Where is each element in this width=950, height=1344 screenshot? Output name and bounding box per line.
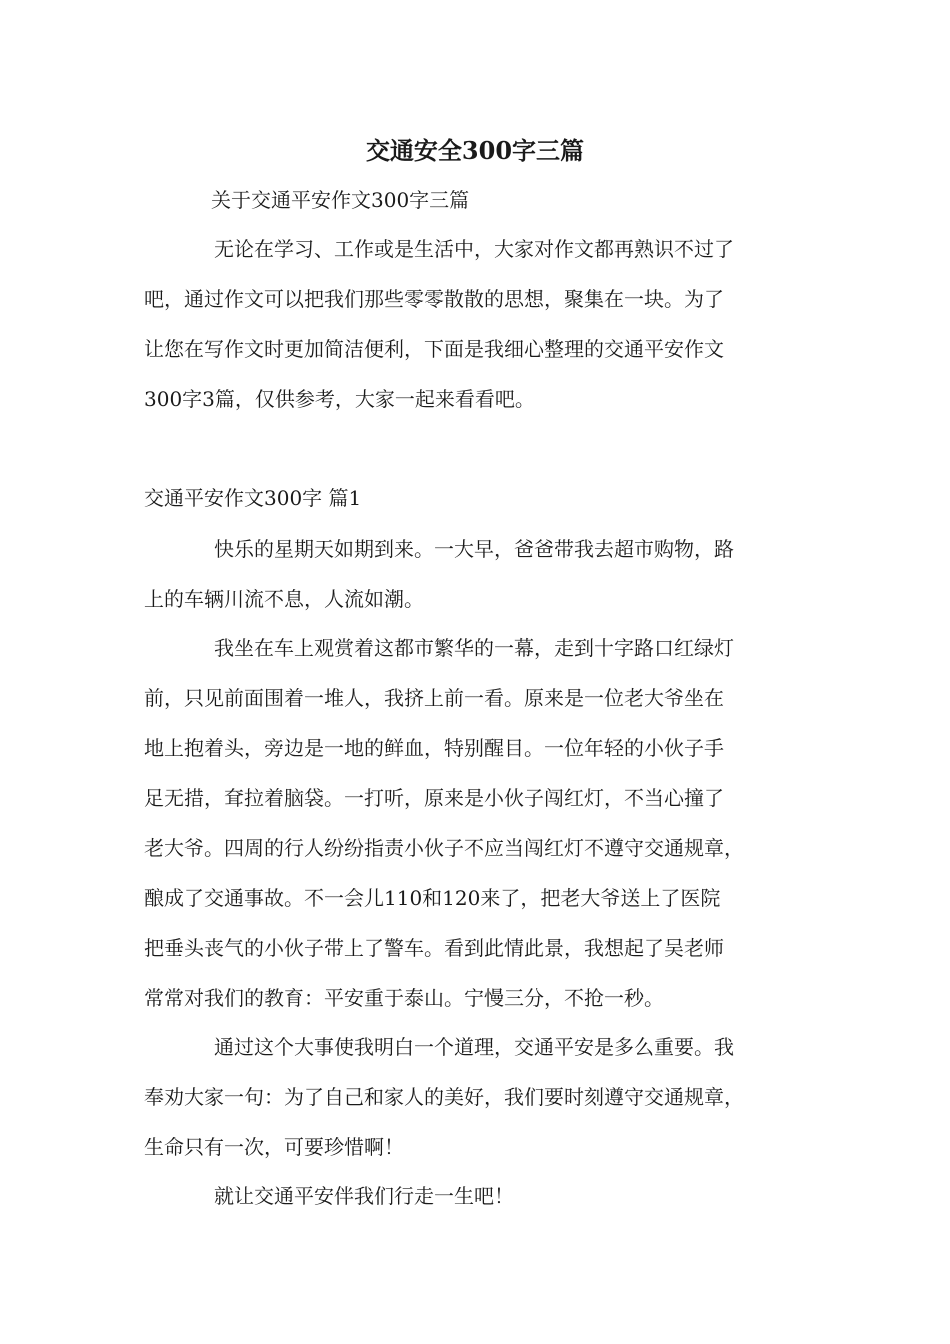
intro-line: 让您在写作文时更加简洁便利，下面是我细心整理的交通平安作文: [144, 337, 724, 361]
paragraph-line: 把垂头丧气的小伙子带上了警车。看到此情此景，我想起了吴老师: [144, 936, 724, 960]
paragraph-line: 足无措，耷拉着脑袋。一打听，原来是小伙子闯红灯，不当心撞了: [144, 786, 724, 810]
paragraph-line: 酿成了交通事故。不一会儿110和120来了，把老大爷送上了医院: [144, 886, 721, 910]
paragraph-line: 生命只有一次，可要珍惜啊！: [144, 1135, 404, 1159]
paragraph-line: 常常对我们的教育：平安重于泰山。宁慢三分，不抢一秒。: [144, 986, 664, 1010]
paragraph-line: 快乐的星期天如期到来。一大早，爸爸带我去超市购物，路: [214, 537, 734, 561]
paragraph-line: 上的车辆川流不息，人流如潮。: [144, 587, 424, 611]
intro-line: 无论在学习、工作或是生活中，大家对作文都再熟识不过了: [214, 237, 734, 261]
intro-line: 300字3篇，仅供参考，大家一起来看看吧。: [144, 387, 535, 411]
paragraph-line: 老大爷。四周的行人纷纷指责小伙子不应当闯红灯不遵守交通规章，: [144, 836, 744, 860]
paragraph-line: 就让交通平安伴我们行走一生吧！: [214, 1184, 514, 1208]
paragraph-line: 前，只见前面围着一堆人，我挤上前一看。原来是一位老大爷坐在: [144, 686, 724, 710]
document-subtitle: 关于交通平安作文300字三篇: [211, 188, 470, 212]
paragraph-line: 奉劝大家一句：为了自己和家人的美好，我们要时刻遵守交通规章，: [144, 1085, 744, 1109]
paragraph-line: 通过这个大事使我明白一个道理，交通平安是多么重要。我: [214, 1035, 734, 1059]
paragraph-line: 我坐在车上观赏着这都市繁华的一幕，走到十字路口红绿灯: [214, 636, 734, 660]
intro-line: 吧，通过作文可以把我们那些零零散散的思想，聚集在一块。为了: [144, 287, 724, 311]
section-heading: 交通平安作文300字 篇1: [144, 486, 362, 510]
document-title: 交通安全300字三篇: [365, 136, 585, 165]
paragraph-line: 地上抱着头，旁边是一地的鲜血，特别醒目。一位年轻的小伙子手: [144, 736, 724, 760]
